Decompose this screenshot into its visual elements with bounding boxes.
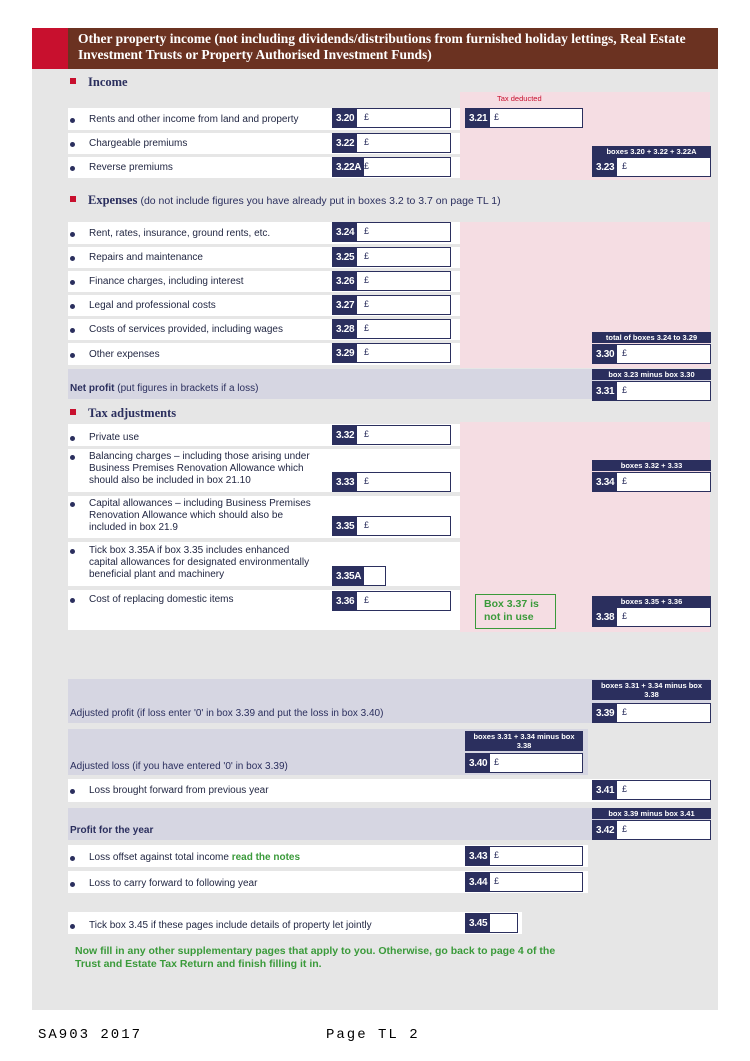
page-title: Other property income (not including dividends/distributions from furnished holiday lettings, Real Estate Investment Trusts or Property Authorised Investment Funds) [68,28,718,69]
bullet-icon [70,436,75,441]
income-heading-text: Income [88,75,128,89]
expense-label: Legal and professional costs [89,300,216,311]
tax-adjustments-heading-text: Tax adjustments [88,406,177,420]
box-3-34-field[interactable] [592,472,711,492]
bullet-icon [70,549,75,554]
loss-offset-label: Loss offset against total income [89,852,229,863]
adjusted-profit-label: Adjusted profit (if loss enter '0' in box 3.39 and put the loss in box 3.40) [70,708,384,719]
private-use-label: Private use [89,432,140,443]
form-reference: SA903 2017 [38,1027,143,1043]
box-3-32-field[interactable] [332,425,451,445]
balancing-line: Business Premises Renovation Allowance which [89,463,304,474]
box-3-25-field[interactable] [332,247,451,267]
box-number: 3.33 [333,473,357,491]
box-3-23-caption: boxes 3.20 + 3.22 + 3.22A [592,146,711,157]
pound-sign: £ [364,595,370,605]
bullet-square-icon [70,196,76,202]
net-profit-bold: Net profit [70,383,115,394]
pound-sign: £ [622,161,628,171]
reverse-label: Reverse premiums [89,162,173,173]
section-red-tab [32,28,68,69]
box-3-27-field[interactable] [332,295,451,315]
box-number: 3.32 [333,426,357,444]
pound-sign: £ [622,784,628,794]
box-3-35a-checkbox[interactable] [332,566,386,586]
pound-sign: £ [494,850,500,860]
box-3-42-caption: box 3.39 minus box 3.41 [592,808,711,819]
pound-sign: £ [364,275,370,285]
pound-sign: £ [494,757,500,767]
read-the-notes-link[interactable]: read the notes [231,852,301,863]
pound-sign: £ [364,137,370,147]
bullet-icon [70,166,75,171]
box-3-43-field[interactable] [465,846,583,866]
box-3-40-caption: boxes 3.31 + 3.34 minus box 3.38 [465,731,583,751]
tick-line: Tick box 3.35A if box 3.35 includes enhanced [89,545,290,556]
box-3-36-field[interactable] [332,591,451,611]
capital-line: Renovation Allowance which should also be [89,510,284,521]
box-3-35-field[interactable] [332,516,451,536]
bullet-icon [70,598,75,603]
carry-forward-label: Loss to carry forward to following year [89,878,258,889]
expense-label: Costs of services provided, including wages [89,324,283,335]
box-number: 3.39 [593,704,617,722]
pound-sign: £ [494,112,500,122]
box-number: 3.30 [593,345,617,363]
expense-label: Finance charges, including interest [89,276,244,287]
box-3-38-caption: boxes 3.35 + 3.36 [592,596,711,607]
box-3-30-caption: total of boxes 3.24 to 3.29 [592,332,711,343]
expenses-heading [70,193,501,208]
box-3-40-field[interactable] [465,753,583,773]
box-3-34-caption: boxes 3.32 + 3.33 [592,460,711,471]
expenses-heading-text: Expenses [88,193,138,207]
box-3-20-field[interactable] [332,108,451,128]
bullet-icon [70,455,75,460]
brought-forward-label: Loss brought forward from previous year [89,785,269,796]
box-3-41-field[interactable] [592,780,711,800]
box-3-39-field[interactable] [592,703,711,723]
rents-label: Rents and other income from land and property [89,114,299,125]
box-number: 3.43 [466,847,490,865]
bullet-icon [70,280,75,285]
box-number: 3.38 [593,608,617,626]
net-profit-note: (put figures in brackets if a loss) [117,383,259,394]
notice-line: not in use [484,611,534,623]
closing-note-line: Now fill in any other supplementary pages that apply to you. Otherwise, go back to page 4 of the [75,945,556,957]
profit-for-year-label: Profit for the year [70,825,154,836]
bullet-icon [70,142,75,147]
tax-adjustments-heading [70,406,176,421]
box-3-42-field[interactable] [592,820,711,840]
bullet-icon [70,256,75,261]
box-number: 3.28 [333,320,357,338]
closing-note [75,945,555,971]
bullet-icon [70,924,75,929]
expense-label: Repairs and maintenance [89,252,203,263]
box-number: 3.22A [333,158,364,176]
expenses-note: (do not include figures you have already put in boxes 3.2 to 3.7 on page TL 1) [140,195,501,207]
closing-note-line: Trust and Estate Tax Return and finish filling it in. [75,958,322,970]
pound-sign: £ [364,347,370,357]
income-heading [70,75,128,90]
box-3-22a-field[interactable] [332,157,451,177]
pound-sign: £ [364,226,370,236]
box-number: 3.27 [333,296,357,314]
box-number: 3.41 [593,781,617,799]
box-number: 3.35A [333,567,364,585]
pound-sign: £ [364,476,370,486]
box-3-21-field[interactable] [465,108,583,128]
balancing-line: should also be included in box 21.10 [89,475,251,486]
pound-sign: £ [622,707,628,717]
bullet-icon [70,882,75,887]
net-profit-label [70,383,258,394]
expense-label: Rent, rates, insurance, ground rents, etc. [89,228,271,239]
pound-sign: £ [364,520,370,530]
chargeable-label: Chargeable premiums [89,138,188,149]
box-number: 3.34 [593,473,617,491]
pound-sign: £ [364,251,370,261]
box-3-28-field[interactable] [332,319,451,339]
box-number: 3.25 [333,248,357,266]
box-3-45-checkbox[interactable] [465,913,518,933]
box-3-26-field[interactable] [332,271,451,291]
box-3-44-field[interactable] [465,872,583,892]
box-number: 3.26 [333,272,357,290]
box-number: 3.29 [333,344,357,362]
tick-line: beneficial plant and machinery [89,569,225,580]
pound-sign: £ [364,429,370,439]
box-3-22-field[interactable] [332,133,451,153]
pound-sign: £ [622,476,628,486]
box-number: 3.42 [593,821,617,839]
pound-sign: £ [622,385,628,395]
bullet-icon [70,353,75,358]
bullet-icon [70,502,75,507]
domestic-label: Cost of replacing domestic items [89,594,234,605]
tick-line: capital allowances for designated environmentally [89,557,310,568]
notice-line: Box 3.37 is [484,598,539,610]
box-number: 3.24 [333,223,357,241]
bullet-icon [70,856,75,861]
pound-sign: £ [364,299,370,309]
box-number: 3.23 [593,158,617,176]
bullet-square-icon [70,409,76,415]
capital-line: included in box 21.9 [89,522,178,533]
jointly-label: Tick box 3.45 if these pages include details of property let jointly [89,920,372,931]
box-3-24-field[interactable] [332,222,451,242]
box-number: 3.36 [333,592,357,610]
pound-sign: £ [364,161,370,171]
box-number: 3.21 [466,109,490,127]
page-number: Page TL 2 [326,1027,420,1043]
box-number: 3.22 [333,134,357,152]
box-3-31-caption: box 3.23 minus box 3.30 [592,369,711,380]
box-3-31-field[interactable] [592,381,711,401]
bullet-icon [70,328,75,333]
pound-sign: £ [622,824,628,834]
adjusted-loss-label: Adjusted loss (if you have entered '0' in box 3.39) [70,761,288,772]
box-3-39-caption: boxes 3.31 + 3.34 minus box 3.38 [592,680,711,700]
box-number: 3.40 [466,754,490,772]
box-3-37-notice [475,594,556,629]
box-3-30-field[interactable] [592,344,711,364]
bullet-square-icon [70,78,76,84]
tax-deducted-label: Tax deducted [497,94,542,103]
loss-offset-text [89,852,300,864]
expense-label: Other expenses [89,349,160,360]
box-3-38-field[interactable] [592,607,711,627]
pound-sign: £ [622,611,628,621]
bullet-icon [70,304,75,309]
capital-line: Capital allowances – including Business Premises [89,498,311,509]
pound-sign: £ [622,348,628,358]
pound-sign: £ [364,323,370,333]
box-3-23-field[interactable] [592,157,711,177]
box-number: 3.45 [466,914,490,932]
box-number: 3.20 [333,109,357,127]
bullet-icon [70,789,75,794]
bullet-icon [70,118,75,123]
bullet-icon [70,232,75,237]
pound-sign: £ [494,876,500,886]
pound-sign: £ [364,112,370,122]
box-number: 3.31 [593,382,617,400]
box-number: 3.35 [333,517,357,535]
balancing-line: Balancing charges – including those arising under [89,451,310,462]
box-3-33-field[interactable] [332,472,451,492]
box-3-29-field[interactable] [332,343,451,363]
box-number: 3.44 [466,873,490,891]
